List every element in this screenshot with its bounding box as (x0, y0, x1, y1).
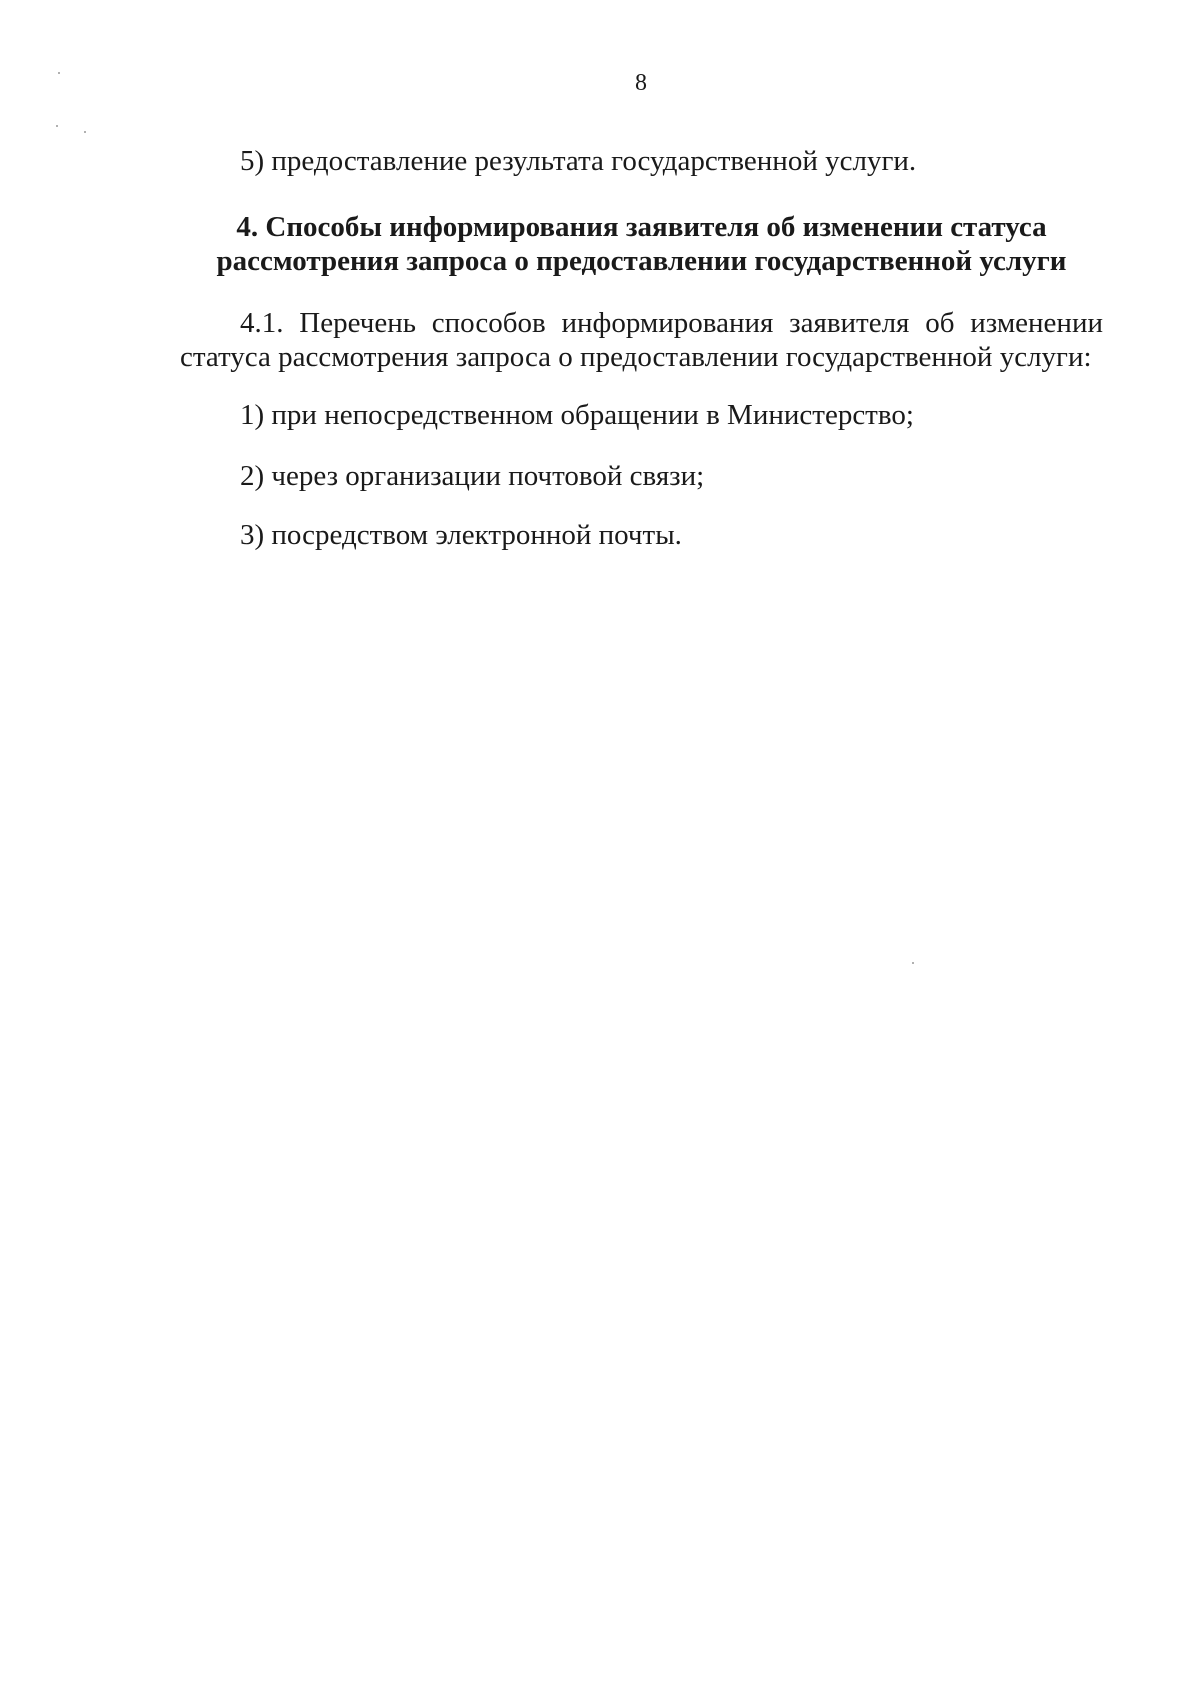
paragraph-line-1: 4.1. Перечень способов информирования заявителя об изменении (240, 307, 1103, 339)
section-heading-line-1: 4. Способы информирования заявителя об изменении статуса (236, 211, 1047, 243)
paragraph-4-1 (180, 306, 1103, 374)
list-item-3: 3) посредством электронной почты. (240, 519, 682, 551)
list-item-1: 1) при непосредственном обращении в Министерство; (240, 399, 914, 431)
scan-speck (56, 125, 58, 127)
scan-speck (912, 962, 914, 964)
section-heading-line-2: рассмотрения запроса о предоставлении государственной услуги (216, 245, 1067, 277)
scan-speck (84, 131, 86, 133)
list-item-5: 5) предоставление результата государственной услуги. (240, 145, 917, 177)
page-number: 8 (635, 70, 647, 96)
section-heading (180, 210, 1103, 278)
list-item-2: 2) через организации почтовой связи; (240, 460, 705, 492)
paragraph-line-2: статуса рассмотрения запроса о предоставлении государственной услуги: (180, 341, 1092, 373)
